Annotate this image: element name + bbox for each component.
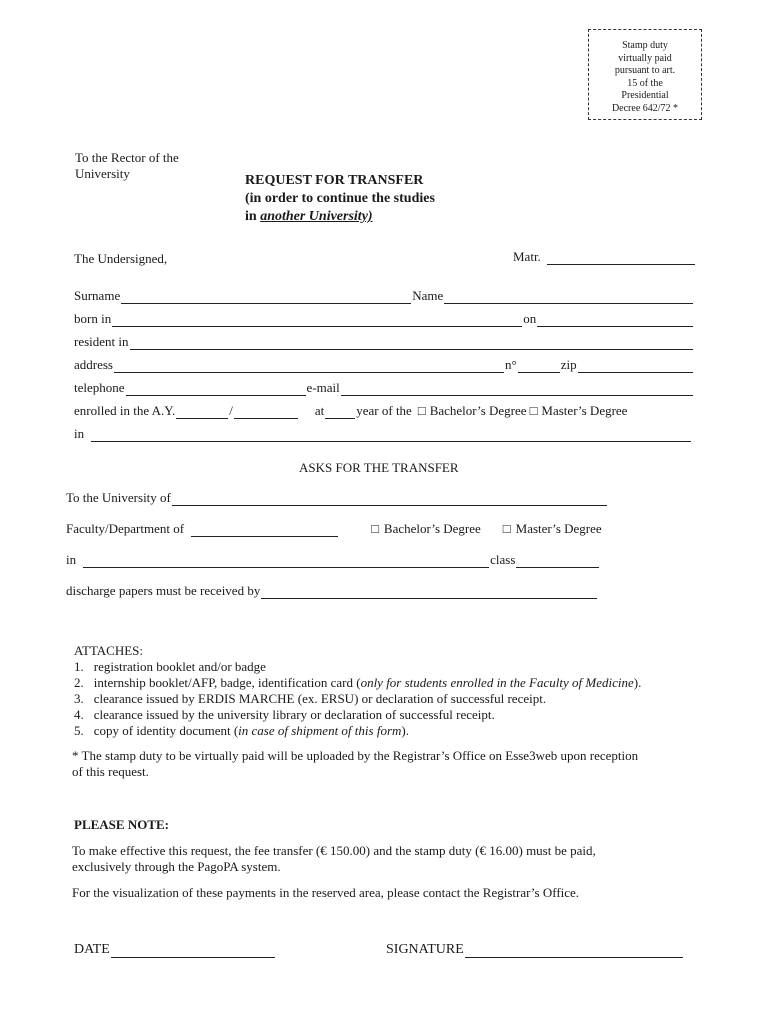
in-line[interactable] bbox=[91, 431, 691, 442]
master-checkbox[interactable]: □ bbox=[529, 403, 538, 418]
attaches-section bbox=[74, 643, 641, 739]
number-label: n° bbox=[505, 357, 517, 372]
on-label: on bbox=[523, 311, 537, 326]
surname-label: Surname bbox=[74, 288, 121, 303]
title-line-3: in another University) bbox=[245, 209, 373, 224]
born-in-line[interactable] bbox=[112, 316, 522, 327]
list-item: 1. registration booklet and/or badge bbox=[74, 659, 266, 674]
title-line-2: (in order to continue the studies bbox=[245, 191, 435, 206]
university-row bbox=[66, 490, 608, 506]
recipient-block bbox=[75, 150, 179, 182]
contact-row bbox=[74, 380, 694, 396]
stamp-line: virtually paid bbox=[618, 52, 672, 64]
date-label: DATE bbox=[74, 942, 110, 957]
signature-label: SIGNATURE bbox=[386, 942, 464, 957]
enrolled-row bbox=[74, 403, 694, 419]
resident-in-line[interactable] bbox=[130, 339, 693, 350]
title-line-1: REQUEST FOR TRANSFER bbox=[245, 173, 424, 188]
course-line[interactable] bbox=[83, 557, 489, 568]
document-title bbox=[245, 172, 435, 226]
signature-row bbox=[386, 942, 684, 958]
faculty-line[interactable] bbox=[191, 526, 338, 537]
surname-name-row bbox=[74, 288, 694, 304]
discharge-line[interactable] bbox=[261, 588, 597, 599]
list-item: 4. clearance issued by the university library or declaration of successful receipt. bbox=[74, 707, 495, 722]
university-line[interactable] bbox=[172, 495, 607, 506]
enrolled-label: enrolled in the A.Y. bbox=[74, 403, 176, 418]
resident-row bbox=[74, 334, 694, 350]
please-note-paragraph: To make effective this request, the fee transfer (€ 150.00) and the stamp duty (€ 16.00) must be paid, exclusively through the PagoPA system. bbox=[72, 843, 596, 874]
email-line[interactable] bbox=[341, 385, 693, 396]
stamp-line: Stamp duty bbox=[622, 40, 668, 51]
faculty-label: Faculty/Department of bbox=[66, 521, 185, 536]
number-line[interactable] bbox=[518, 362, 560, 373]
list-item: 5. copy of identity document (in case of shipment of this form). bbox=[74, 723, 409, 738]
stamp-line: Presidential bbox=[621, 90, 669, 101]
recipient-line: University bbox=[75, 166, 130, 181]
matr-line[interactable] bbox=[547, 254, 695, 265]
transfer-bachelor-checkbox[interactable]: □ bbox=[371, 521, 379, 536]
address-line[interactable] bbox=[114, 362, 504, 373]
surname-line[interactable] bbox=[121, 293, 411, 304]
date-line[interactable] bbox=[111, 947, 275, 958]
stamp-line: Decree 642/72 * bbox=[611, 102, 679, 114]
bachelor-label: Bachelor’s Degree bbox=[429, 403, 527, 418]
course-in-label: in bbox=[66, 552, 77, 567]
telephone-line[interactable] bbox=[126, 385, 306, 396]
please-note-heading: PLEASE NOTE: bbox=[74, 817, 169, 832]
list-item: 3. clearance issued by ERDIS MARCHE (ex. ERSU) or declaration of successful receipt. bbox=[74, 691, 547, 706]
zip-line[interactable] bbox=[578, 362, 693, 373]
to-university-label: To the University of bbox=[66, 490, 171, 505]
recipient-line: To the Rector of the bbox=[75, 150, 179, 165]
faculty-row bbox=[66, 521, 636, 537]
transfer-master-label: Master’s Degree bbox=[515, 521, 602, 536]
transfer-bachelor-label: Bachelor’s Degree bbox=[383, 521, 481, 536]
master-label: Master’s Degree bbox=[541, 403, 628, 418]
undersigned-label: The Undersigned, bbox=[74, 251, 168, 266]
attachments-list bbox=[74, 659, 641, 739]
date-row bbox=[74, 942, 276, 958]
year-of-the-label: year of the bbox=[356, 403, 412, 418]
stamp-duty-box bbox=[588, 29, 702, 120]
born-in-label: born in bbox=[74, 311, 112, 326]
born-on-line[interactable] bbox=[537, 316, 693, 327]
class-label: class bbox=[490, 552, 516, 567]
in-label: in bbox=[74, 426, 85, 441]
ay-end-line[interactable] bbox=[234, 408, 298, 419]
list-item: 2. internship booklet/AFP, badge, identification card (only for students enrolled in the Faculty of Medicine). bbox=[74, 675, 642, 690]
asks-heading: ASKS FOR THE TRANSFER bbox=[299, 460, 459, 475]
stamp-footnote: * The stamp duty to be virtually paid will be uploaded by the Registrar’s Office on Esse3web upon reception of this request. bbox=[72, 748, 639, 779]
address-label: address bbox=[74, 357, 113, 372]
at-label: at bbox=[314, 403, 325, 418]
ay-slash: / bbox=[229, 403, 233, 418]
email-label: e-mail bbox=[306, 380, 340, 395]
bachelor-checkbox[interactable]: □ bbox=[417, 403, 426, 418]
signature-line[interactable] bbox=[465, 947, 683, 958]
stamp-line: pursuant to art. bbox=[614, 65, 676, 76]
name-line[interactable] bbox=[444, 293, 693, 304]
in-row bbox=[74, 426, 692, 442]
ay-start-line[interactable] bbox=[176, 408, 228, 419]
transfer-master-checkbox[interactable]: □ bbox=[502, 521, 511, 536]
course-class-row bbox=[66, 552, 600, 568]
address-row bbox=[74, 357, 694, 373]
matr-field[interactable]: Matr. bbox=[513, 249, 696, 265]
year-line[interactable] bbox=[325, 408, 355, 419]
born-row bbox=[74, 311, 694, 327]
resident-in-label: resident in bbox=[74, 334, 129, 349]
stamp-line: 15 of the bbox=[627, 77, 663, 89]
discharge-row bbox=[66, 583, 598, 599]
telephone-label: telephone bbox=[74, 380, 125, 395]
zip-label: zip bbox=[560, 357, 577, 372]
discharge-label: discharge papers must be received by bbox=[66, 583, 261, 598]
class-line[interactable] bbox=[516, 557, 599, 568]
visualization-paragraph: For the visualization of these payments in the reserved area, please contact the Registrar’s Office. bbox=[72, 885, 580, 900]
name-label: Name bbox=[412, 288, 444, 303]
attaches-heading: ATTACHES: bbox=[74, 643, 144, 658]
